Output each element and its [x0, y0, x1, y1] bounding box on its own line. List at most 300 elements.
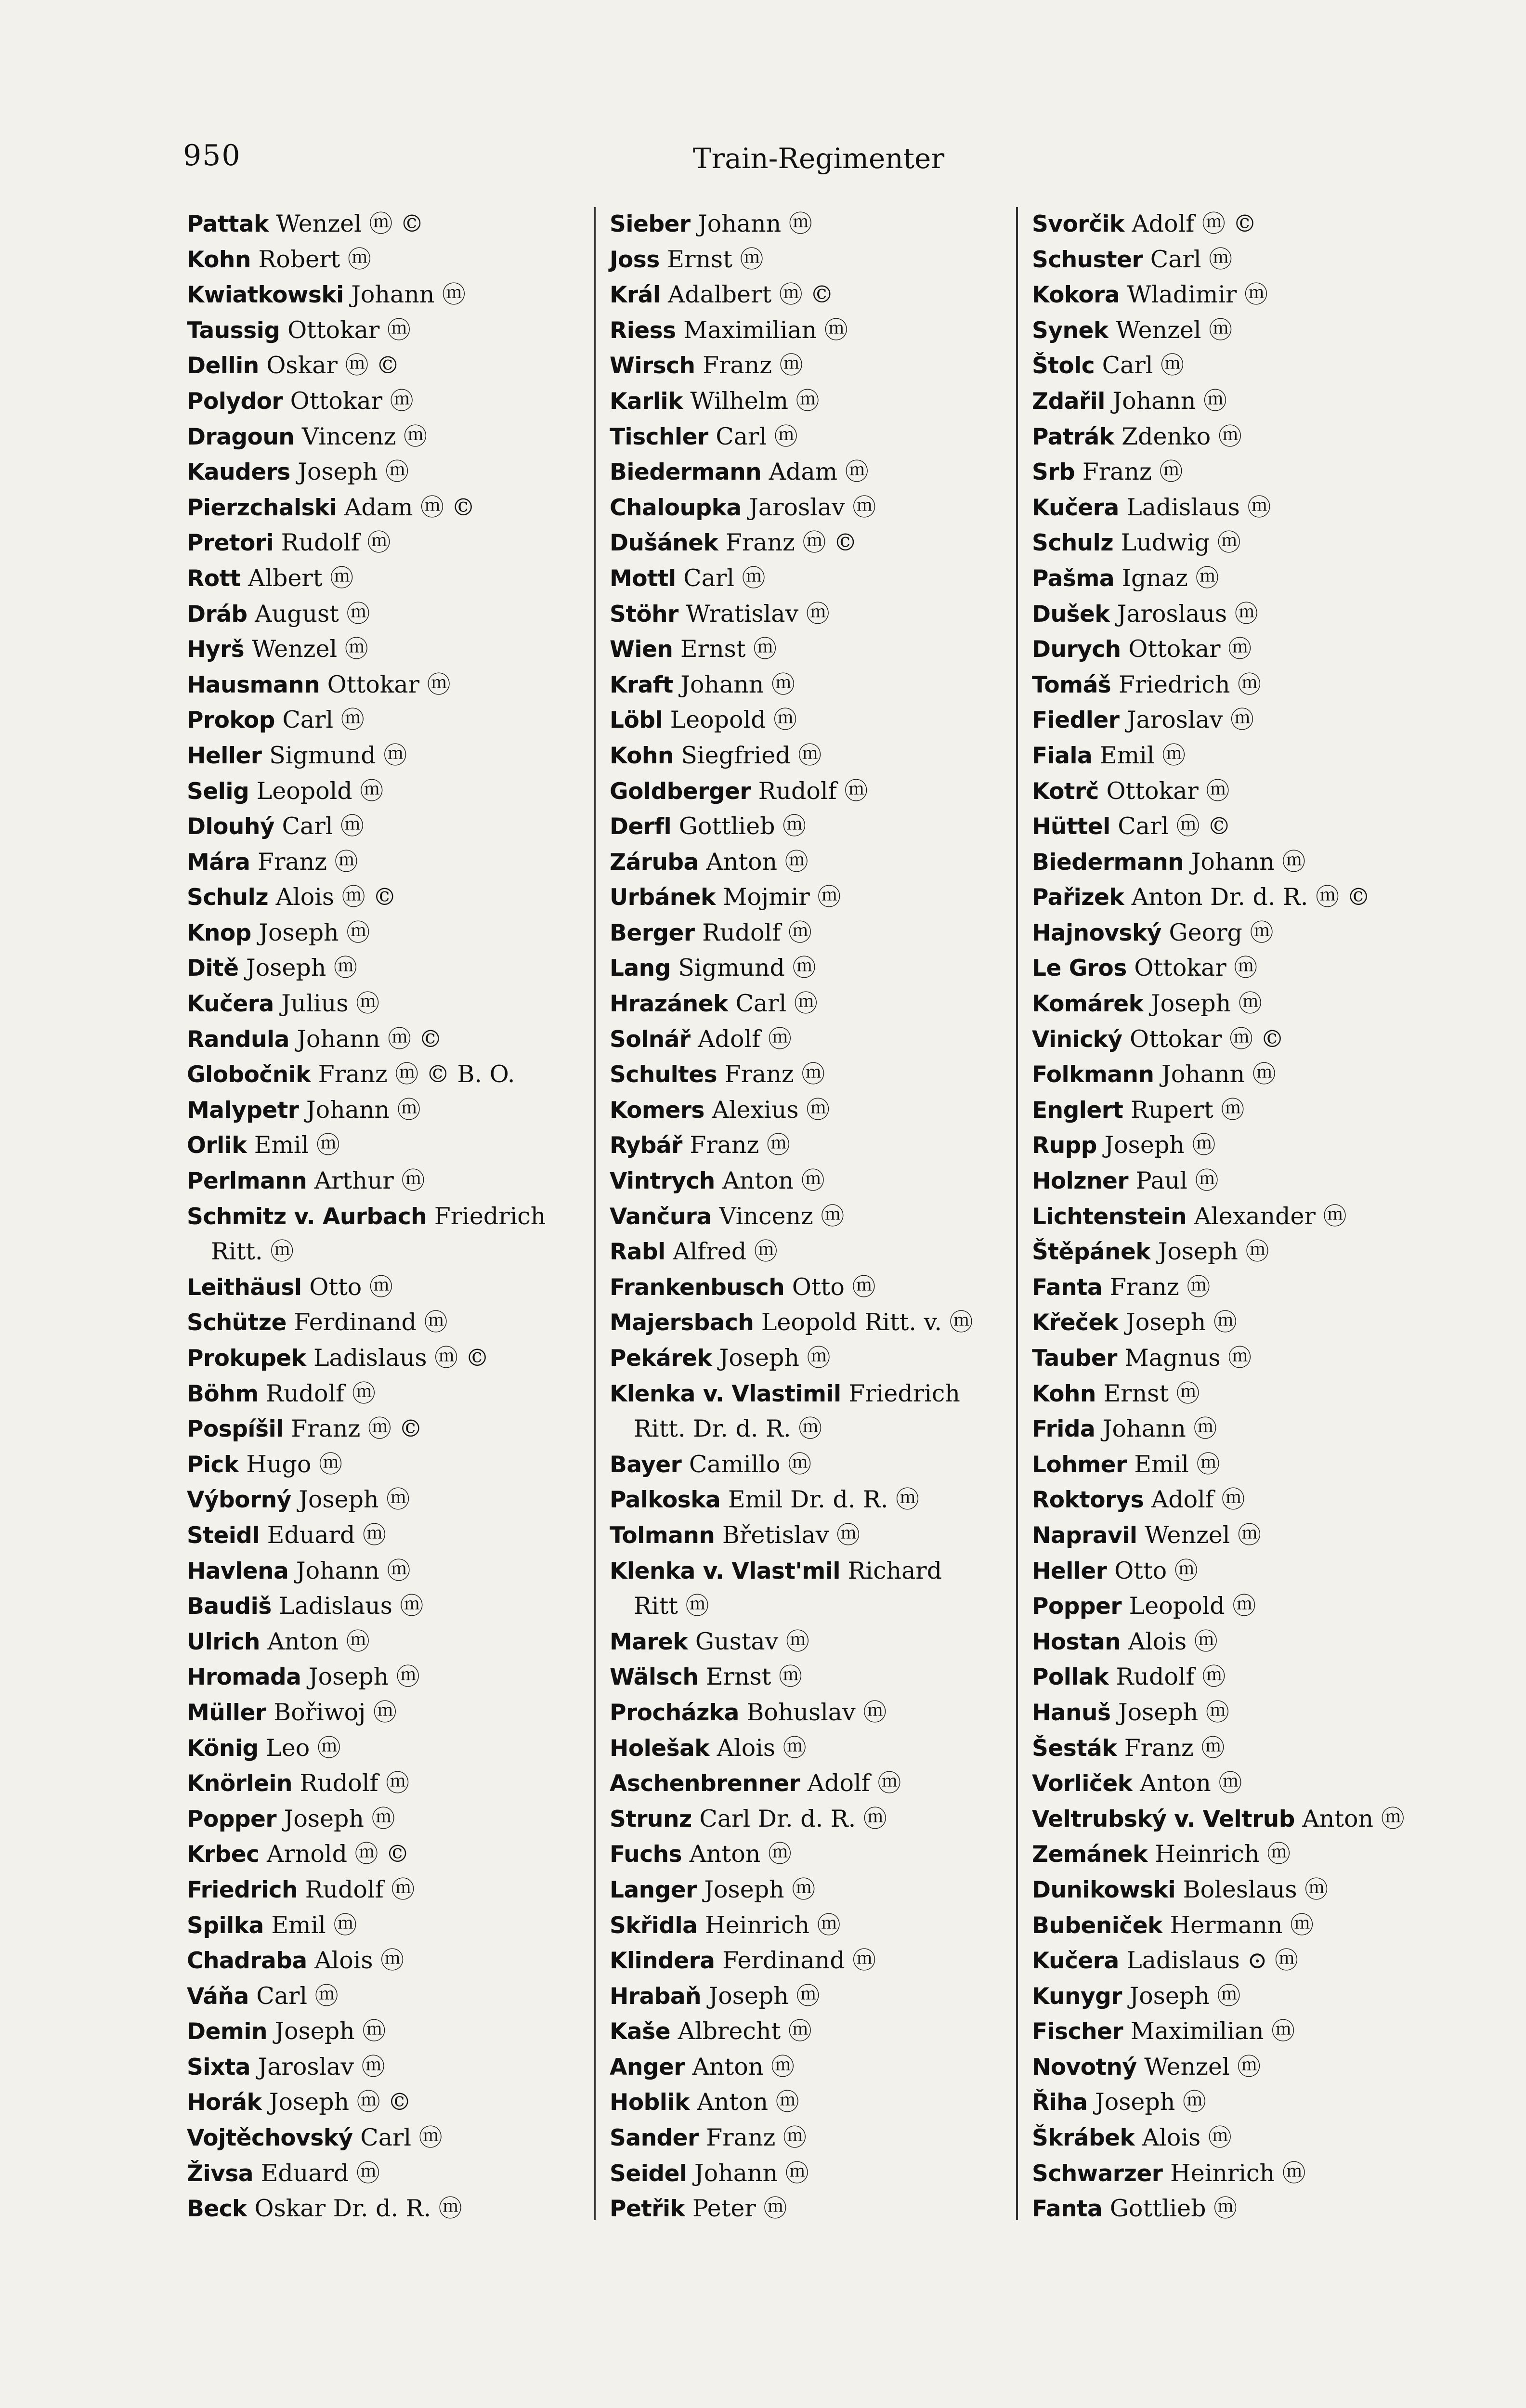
surname: Fischer — [1032, 2018, 1123, 2045]
list-item — [610, 1482, 1038, 1518]
list-item — [187, 631, 615, 667]
given-name-and-marks: Emil ⓜ — [263, 1911, 357, 1939]
given-name-and-marks: Franz ⓜ — [695, 352, 803, 380]
surname: Kotrč — [1032, 778, 1099, 805]
surname: Joss — [610, 246, 660, 273]
list-item — [187, 2049, 615, 2085]
list-item — [610, 738, 1038, 773]
list-item — [187, 1340, 615, 1376]
surname: Fanta — [1032, 2196, 1103, 2223]
given-name-and-marks: Mojmir ⓜ — [715, 883, 841, 911]
list-item — [1032, 206, 1461, 242]
list-item — [610, 419, 1038, 455]
given-name-and-marks: Ignaz ⓜ — [1114, 564, 1219, 592]
list-item — [610, 1199, 1038, 1234]
surname: Synek — [1032, 317, 1109, 344]
surname: Steidl — [187, 1522, 260, 1549]
given-name-and-marks: Carl ⓜ — [274, 812, 364, 840]
given-name-and-marks: Ladislaus ⓜ — [1119, 493, 1271, 521]
list-item — [610, 1234, 1038, 1269]
surname: Bubeniček — [1032, 1912, 1162, 1939]
given-name-and-marks: Ritt ⓜ — [634, 1592, 709, 1620]
list-item — [610, 1127, 1038, 1163]
list-item — [610, 1021, 1038, 1057]
list-item — [1032, 2191, 1461, 2226]
surname: Mottl — [610, 565, 676, 592]
surname: Wirsch — [610, 353, 695, 380]
given-name-and-marks: Wenzel ⓜ — [1136, 2053, 1261, 2081]
given-name-and-marks: Albrecht ⓜ — [670, 2017, 812, 2045]
given-name-and-marks: Ferdinand ⓜ — [286, 1309, 448, 1336]
list-item — [187, 206, 615, 242]
surname: Hrabaň — [610, 1983, 702, 2010]
list-item — [1032, 702, 1461, 738]
surname: Škrábek — [1032, 2125, 1135, 2152]
given-name-and-marks: Joseph ⓜ — [701, 1982, 820, 2010]
given-name-and-marks: Eduard ⓜ — [253, 2159, 380, 2187]
given-name-and-marks: Wratislav ⓜ — [678, 600, 830, 628]
given-name-and-marks: Anton ⓜ — [260, 1627, 370, 1655]
list-item — [187, 454, 615, 490]
list-item — [610, 596, 1038, 632]
given-name-and-marks: Anton ⓜ — [715, 1167, 825, 1195]
given-name-and-marks: Ferdinand ⓜ — [715, 1947, 876, 1975]
surname: Frankenbusch — [610, 1274, 785, 1301]
surname: Malypetr — [187, 1097, 299, 1124]
list-item — [610, 313, 1038, 348]
given-name-and-marks: Johann ⓜ — [687, 2159, 809, 2187]
list-item — [187, 702, 615, 738]
column-divider — [1016, 207, 1018, 2220]
given-name-and-marks: Joseph ⓜ — [238, 954, 357, 982]
surname: Pařizek — [1032, 884, 1124, 911]
given-name-and-marks: Franz ⓜ — [1117, 1734, 1225, 1762]
list-item — [187, 313, 615, 348]
list-item — [187, 1908, 615, 1943]
surname: Sieber — [610, 211, 691, 237]
given-name-and-marks: Rupert ⓜ — [1123, 1096, 1245, 1124]
surname: Berger — [610, 919, 695, 946]
list-item — [610, 631, 1038, 667]
surname: Langer — [610, 1876, 697, 1903]
given-name-and-marks: Wenzel ⓜ © — [268, 210, 424, 237]
surname: Fiedler — [1032, 707, 1120, 734]
given-name-and-marks: Anton ⓜ — [685, 2053, 795, 2081]
list-item — [187, 1553, 615, 1589]
given-name-and-marks: Alfred ⓜ — [665, 1238, 778, 1266]
surname: Urbánek — [610, 884, 716, 911]
surname: Derfl — [610, 813, 672, 840]
surname: Dlouhý — [187, 813, 274, 840]
surname: Goldberger — [610, 778, 751, 805]
surname: Dunikowski — [1032, 1876, 1176, 1903]
list-item — [610, 1305, 1038, 1340]
list-item — [187, 490, 615, 525]
list-item — [1032, 1943, 1461, 1978]
given-name-and-marks: Ottokar ⓜ — [283, 387, 414, 415]
list-item — [610, 1411, 1038, 1447]
list-item — [610, 1376, 1038, 1412]
surname: Dragoun — [187, 423, 295, 450]
given-name-and-marks: Ottokar ⓜ — [280, 316, 411, 344]
surname: Srb — [1032, 459, 1075, 486]
surname: Friedrich — [187, 1876, 298, 1903]
given-name-and-marks: Anton ⓜ — [689, 2088, 799, 2116]
given-name-and-marks: Ottokar ⓜ © — [1122, 1025, 1284, 1053]
given-name-and-marks: Sigmund ⓜ — [670, 954, 816, 982]
list-item — [187, 1447, 615, 1482]
surname: Klenka v. Vlast'mil — [610, 1557, 840, 1584]
given-name-and-marks: Johann ⓜ — [1154, 1060, 1276, 1088]
list-item — [1032, 348, 1461, 383]
surname: Chaloupka — [610, 494, 742, 521]
surname: Kaše — [610, 2018, 670, 2045]
list-item — [1032, 1269, 1461, 1305]
surname: Kučera — [1032, 1948, 1119, 1975]
given-name-and-marks: Franz ⓜ — [698, 2124, 807, 2152]
list-item — [1032, 525, 1461, 561]
given-name-and-marks: Rudolf ⓜ — [258, 1379, 376, 1407]
list-item — [187, 1057, 615, 1092]
surname: Randula — [187, 1026, 289, 1053]
list-item — [1032, 1199, 1461, 1234]
surname: Tischler — [610, 423, 708, 450]
given-name-and-marks: Alois ⓜ — [709, 1734, 807, 1762]
given-name-and-marks: Adolf ⓜ — [800, 1769, 901, 1797]
surname: Dušánek — [610, 530, 718, 557]
given-name-and-marks: Carl ⓜ — [676, 564, 766, 592]
surname: Rybář — [610, 1132, 682, 1159]
list-item — [1032, 2156, 1461, 2191]
surname: Schütze — [187, 1309, 287, 1336]
list-item — [610, 2014, 1038, 2049]
given-name-and-marks: Albert ⓜ — [240, 564, 354, 592]
given-name-and-marks: Ottokar ⓜ — [1098, 777, 1230, 805]
list-item — [187, 1305, 615, 1340]
list-item — [187, 1518, 615, 1553]
list-item — [610, 2049, 1038, 2085]
given-name-and-marks: Heinrich ⓜ — [1162, 2159, 1306, 2187]
surname: Kučera — [1032, 494, 1119, 521]
list-item — [1032, 1411, 1461, 1447]
given-name-and-marks: Franz ⓜ — [1102, 1273, 1211, 1301]
given-name-and-marks: Bořiwoj ⓜ — [266, 1698, 397, 1726]
list-item — [1032, 1872, 1461, 1908]
surname: Mára — [187, 849, 250, 876]
surname: Taussig — [187, 317, 280, 344]
list-item — [610, 1092, 1038, 1128]
given-name-and-marks: Robert ⓜ — [250, 245, 371, 273]
surname: Böhm — [187, 1380, 259, 1407]
list-item — [610, 1872, 1038, 1908]
given-name-and-marks: Ladislaus ⓜ © — [306, 1344, 489, 1372]
given-name-and-marks: Anton ⓜ — [698, 848, 809, 876]
given-name-and-marks: Anton ⓜ — [1294, 1805, 1405, 1832]
surname: Rabl — [610, 1239, 665, 1266]
surname: Řiha — [1032, 2089, 1088, 2116]
page-title: Train-Regimenter — [692, 142, 945, 175]
list-item — [1032, 1908, 1461, 1943]
given-name-and-marks: Johann ⓜ © — [289, 1025, 443, 1053]
list-item — [610, 1766, 1038, 1801]
surname: Tolmann — [610, 1522, 715, 1549]
list-item — [187, 1695, 615, 1730]
list-item — [187, 1766, 615, 1801]
surname: Křeček — [1032, 1309, 1119, 1336]
name-column-1 — [187, 206, 615, 2243]
surname: Schwarzer — [1032, 2160, 1163, 2187]
name-column-3 — [1032, 206, 1461, 2243]
given-name-and-marks: Ottokar ⓜ — [320, 670, 451, 698]
given-name-and-marks: Peter ⓜ — [685, 2195, 787, 2223]
given-name-and-marks: Joseph ⓜ © — [261, 2088, 412, 2116]
surname: Pospíšil — [187, 1416, 284, 1443]
given-name-and-marks: Anton Dr. d. R. ⓜ © — [1124, 883, 1370, 911]
list-item — [610, 1943, 1038, 1978]
surname: Karlik — [610, 388, 683, 415]
surname: Kunygr — [1032, 1983, 1122, 2010]
given-name-and-marks: Friedrich ⓜ — [1111, 670, 1261, 698]
surname: Pašma — [1032, 565, 1115, 592]
list-item — [187, 809, 615, 844]
given-name-and-marks: Rudolf ⓜ — [274, 529, 391, 557]
surname: Schmitz v. Aurbach — [187, 1203, 427, 1230]
given-name-and-marks: Camillo ⓜ — [681, 1450, 812, 1478]
surname: Holzner — [1032, 1168, 1129, 1195]
given-name-and-marks: Břetislav ⓜ — [715, 1521, 860, 1549]
surname: Hromada — [187, 1664, 301, 1691]
list-item — [610, 2156, 1038, 2191]
surname: Kohn — [187, 246, 251, 273]
given-name-and-marks: Rudolf ⓜ — [298, 1875, 415, 1903]
list-item — [1032, 242, 1461, 277]
list-item — [187, 525, 615, 561]
surname: Pollak — [1032, 1664, 1109, 1691]
surname: Schuster — [1032, 246, 1143, 273]
list-item — [610, 986, 1038, 1021]
surname: Kučera — [187, 991, 274, 1018]
surname: Popper — [1032, 1593, 1122, 1620]
surname: Novotný — [1032, 2054, 1137, 2081]
list-item — [1032, 809, 1461, 844]
surname: Vinický — [1032, 1026, 1122, 1053]
given-name-and-marks: Wenzel ⓜ — [1137, 1521, 1262, 1549]
given-name-and-marks: Friedrich — [841, 1379, 960, 1407]
given-name-and-marks: Sigmund ⓜ — [261, 741, 407, 769]
list-item — [187, 596, 615, 632]
list-item — [187, 2156, 615, 2191]
list-item — [610, 809, 1038, 844]
list-item — [610, 1553, 1038, 1589]
given-name-and-marks: Franz ⓜ — [682, 1131, 790, 1159]
list-item — [187, 667, 615, 703]
list-item — [610, 1908, 1038, 1943]
list-item — [610, 1978, 1038, 2014]
list-item — [1032, 950, 1461, 986]
list-item — [1032, 738, 1461, 773]
given-name-and-marks: Franz ⓜ — [250, 848, 358, 876]
given-name-and-marks: Johann ⓜ — [1105, 387, 1227, 415]
surname: Petřik — [610, 2196, 685, 2223]
given-name-and-marks: Arnold ⓜ © — [259, 1840, 410, 1868]
surname: Wien — [610, 636, 673, 663]
list-item — [1032, 1801, 1461, 1837]
list-item — [187, 242, 615, 277]
list-item — [187, 1127, 615, 1163]
list-item — [187, 950, 615, 986]
surname: Sander — [610, 2125, 699, 2152]
list-item — [610, 702, 1038, 738]
list-item — [610, 383, 1038, 419]
given-name-and-marks: Emil ⓜ — [1092, 741, 1186, 769]
surname: Aschenbrenner — [610, 1770, 800, 1797]
list-item — [610, 1588, 1038, 1624]
surname: Vorliček — [1032, 1770, 1133, 1797]
list-item — [610, 561, 1038, 596]
list-item — [187, 1659, 615, 1695]
given-name-and-marks: Emil ⓜ — [247, 1131, 340, 1159]
name-column-2 — [610, 206, 1038, 2243]
surname: Živsa — [187, 2160, 254, 2187]
surname: Skřidla — [610, 1912, 698, 1939]
surname: Havlena — [187, 1557, 289, 1584]
given-name-and-marks: Leopold ⓜ — [663, 706, 797, 734]
given-name-and-marks: Vincenz ⓜ — [294, 422, 427, 450]
list-item — [610, 1057, 1038, 1092]
surname: Pekárek — [610, 1345, 712, 1372]
given-name-and-marks: Carl ⓜ — [248, 1982, 339, 2010]
list-item — [187, 2014, 615, 2049]
surname: Pick — [187, 1451, 239, 1478]
list-item — [187, 1269, 615, 1305]
list-item — [610, 1518, 1038, 1553]
given-name-and-marks: Franz ⓜ — [1075, 458, 1183, 486]
given-name-and-marks: Leopold ⓜ — [1122, 1592, 1256, 1620]
given-name-and-marks: Ladislaus ⓜ — [271, 1592, 424, 1620]
given-name-and-marks: Wladimir ⓜ — [1120, 281, 1268, 309]
list-item — [1032, 1659, 1461, 1695]
given-name-and-marks: Adolf ⓜ © — [1124, 210, 1257, 237]
list-item — [1032, 2120, 1461, 2156]
list-item — [1032, 277, 1461, 313]
surname: Horák — [187, 2089, 262, 2116]
list-item — [610, 915, 1038, 951]
surname: Výborný — [187, 1487, 291, 1514]
list-item — [610, 1659, 1038, 1695]
list-item — [1032, 773, 1461, 809]
surname: Lohmer — [1032, 1451, 1127, 1478]
given-name-and-marks: Jaroslav ⓜ — [741, 493, 876, 521]
surname: Vintrych — [610, 1168, 715, 1195]
surname: Kauders — [187, 459, 290, 486]
surname: Komers — [610, 1097, 704, 1124]
given-name-and-marks: Carl ⓜ — [274, 706, 365, 734]
given-name-and-marks: Otto ⓜ — [1107, 1557, 1198, 1584]
list-item — [187, 986, 615, 1021]
list-item — [187, 561, 615, 596]
surname: König — [187, 1735, 259, 1762]
surname: Löbl — [610, 707, 663, 734]
list-item — [1032, 419, 1461, 455]
given-name-and-marks: Siegfried ⓜ — [673, 741, 822, 769]
given-name-and-marks: Ottokar ⓜ — [1126, 954, 1258, 982]
surname: Kohn — [610, 742, 674, 769]
list-item — [1032, 1836, 1461, 1872]
surname: Popper — [187, 1806, 277, 1832]
given-name-and-marks: Ernst ⓜ — [1096, 1379, 1200, 1407]
given-name-and-marks: Joseph ⓜ — [1143, 990, 1262, 1018]
list-item — [610, 490, 1038, 525]
given-name-and-marks: Ritt. Dr. d. R. ⓜ — [634, 1415, 822, 1443]
surname: Heller — [1032, 1557, 1107, 1584]
list-item — [1032, 986, 1461, 1021]
list-item — [610, 844, 1038, 880]
given-name-and-marks: Franz ⓜ — [717, 1060, 825, 1088]
surname: Englert — [1032, 1097, 1123, 1124]
surname: Zdařil — [1032, 388, 1105, 415]
given-name-and-marks: Johann ⓜ — [690, 210, 812, 237]
given-name-and-marks: Alexius ⓜ — [704, 1096, 830, 1124]
list-item — [1032, 1588, 1461, 1624]
list-item — [187, 773, 615, 809]
surname: Baudiš — [187, 1593, 272, 1620]
surname: Kraft — [610, 671, 673, 698]
given-name-and-marks: Joseph ⓜ — [712, 1344, 831, 1372]
given-name-and-marks: Wenzel ⓜ — [244, 635, 368, 663]
surname: Fuchs — [610, 1841, 682, 1868]
list-item — [1032, 1163, 1461, 1199]
surname: Lichtenstein — [1032, 1203, 1187, 1230]
list-item — [1032, 2049, 1461, 2085]
list-item — [1032, 1376, 1461, 1412]
surname: Lang — [610, 955, 671, 982]
list-item — [610, 206, 1038, 242]
surname: Müller — [187, 1699, 266, 1726]
given-name-and-marks: Alois ⓜ — [1121, 1627, 1218, 1655]
list-item — [187, 738, 615, 773]
given-name-and-marks: Alois ⓜ — [307, 1947, 404, 1975]
surname: Beck — [187, 2196, 247, 2223]
list-item — [1032, 1482, 1461, 1518]
surname: Hostan — [1032, 1628, 1121, 1655]
given-name-and-marks: Carl ⓜ © — [1110, 812, 1231, 840]
surname: Ditě — [187, 955, 239, 982]
list-item — [1032, 915, 1461, 951]
given-name-and-marks: Zdenko ⓜ — [1114, 422, 1242, 450]
given-name-and-marks: Leo ⓜ — [258, 1734, 341, 1762]
given-name-and-marks: Carl ⓜ — [1095, 352, 1185, 380]
given-name-and-marks: Rudolf ⓜ — [292, 1769, 410, 1797]
list-item — [1032, 1021, 1461, 1057]
given-name-and-marks: Adam ⓜ © — [337, 493, 475, 521]
given-name-and-marks: Gustav ⓜ — [688, 1627, 809, 1655]
column-divider — [594, 207, 596, 2220]
given-name-and-marks: Alois ⓜ — [1135, 2124, 1232, 2152]
list-item — [187, 1199, 615, 1234]
given-name-and-marks: Carl ⓜ — [728, 990, 818, 1018]
list-item — [1032, 1978, 1461, 2014]
given-name-and-marks: Hermann ⓜ — [1162, 1911, 1314, 1939]
surname: Solnář — [610, 1026, 691, 1053]
list-item — [1032, 1305, 1461, 1340]
given-name-and-marks: Ritt. ⓜ — [211, 1238, 294, 1266]
given-name-and-marks: Carl ⓜ — [1143, 245, 1233, 273]
list-item — [1032, 1624, 1461, 1660]
given-name-and-marks: Johann ⓜ — [1184, 848, 1306, 876]
surname: Roktorys — [1032, 1487, 1144, 1514]
given-name-and-marks: Joseph ⓜ — [1150, 1238, 1269, 1266]
surname: Klenka v. Vlastimil — [610, 1380, 841, 1407]
